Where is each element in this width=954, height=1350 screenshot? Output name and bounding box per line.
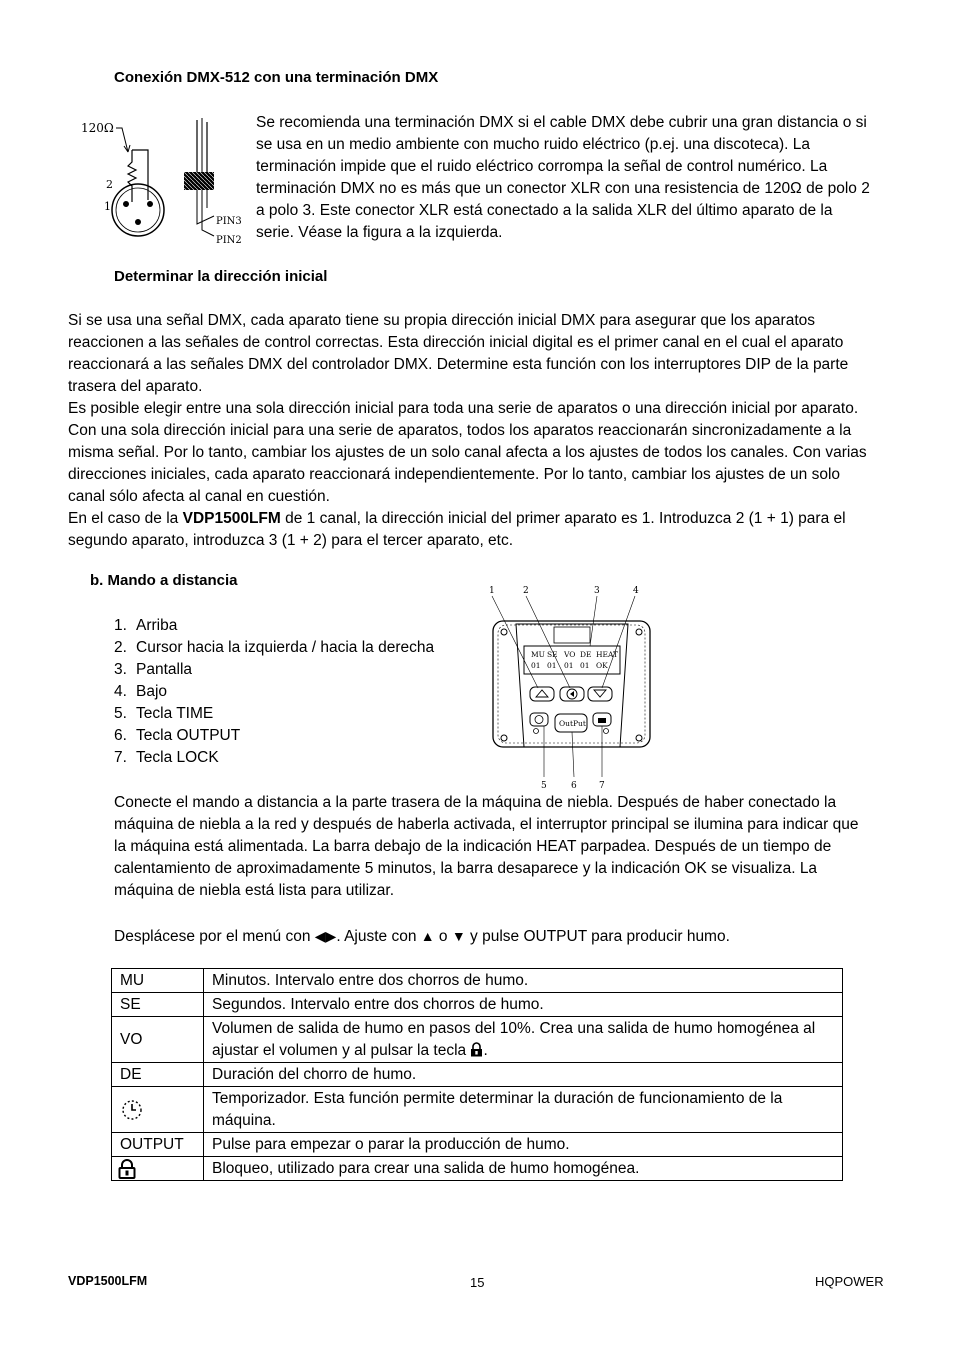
table-key: OUTPUT — [112, 1133, 204, 1157]
list-item-number: 7. — [114, 749, 127, 766]
lcd-de: DE — [580, 650, 592, 659]
text-line: máquina de niebla a la red y después de haberla activada, el interruptor principal se ilumina para indicar que — [114, 816, 859, 833]
text-line: Con una sola dirección inicial para una serie de aparatos, todos los aparatos reaccionarán sincronizadamente a la — [68, 422, 852, 439]
heading-start-address: Determinar la dirección inicial — [114, 268, 328, 285]
text-run: y pulse OUTPUT para producir humo. — [465, 928, 730, 945]
text-line: reaccionará a las señales DMX del controlador DMX. Determine esta función con los interruptores DIP de la parte — [68, 356, 849, 373]
down-button[interactable] — [588, 687, 612, 701]
table-row — [112, 1087, 843, 1133]
text-line: direcciones iniciales, cada aparato reaccionará independientemente. Por lo tanto, cambiar los ajustes de un solo — [68, 466, 841, 483]
text-run: . — [483, 1042, 488, 1059]
fig-pin3-label: PIN3 — [216, 216, 242, 227]
text-line: Si se usa una señal DMX, cada aparato tiene su propia dirección inicial DMX para asegurar que los aparatos — [68, 312, 816, 329]
up-arrow-icon — [536, 690, 548, 697]
down-arrow-icon — [594, 690, 606, 697]
list-item-label: Arriba — [136, 617, 178, 634]
text-line: Es posible elegir entre una sola dirección inicial para toda una serie de aparatos o una dirección inicial por aparato. — [68, 400, 859, 417]
text-line: Temporizador. Esta función permite determinar la duración de funcionamiento de la — [212, 1090, 783, 1107]
text-line: canal sólo afecta al canal en cuestión. — [68, 488, 330, 505]
table-key: DE — [112, 1063, 204, 1087]
callout-2: 2 — [523, 586, 529, 596]
table-row — [112, 1157, 843, 1181]
table-key — [112, 1087, 204, 1133]
list-item — [114, 681, 434, 703]
dmx-termination-text — [256, 112, 896, 244]
table-desc — [204, 1017, 843, 1063]
table-desc: Pulse para empezar o parar la producción de humo. — [204, 1133, 843, 1157]
table-desc: Duración del chorro de humo. — [204, 1063, 843, 1087]
text-run: . Ajuste con — [336, 928, 421, 945]
list-item — [114, 703, 434, 725]
table-desc — [204, 1087, 843, 1133]
callout-3: 3 — [594, 586, 600, 596]
start-address-text — [68, 310, 908, 552]
table-key: SE — [112, 993, 204, 1017]
text-line: la máquina está alimentada. La barra debajo de la indicación HEAT parpadea. Después de un tiempo de — [114, 838, 832, 855]
lcd-se: SE — [547, 650, 558, 659]
text-line: a polo 3. Este conector XLR está conectado a la salida XLR del último aparato de la — [256, 202, 833, 219]
callout-5: 5 — [541, 781, 547, 791]
lcd-mu: MU — [531, 650, 546, 659]
text-run: Desplácese por el menú con — [114, 928, 315, 945]
list-item-label: Tecla OUTPUT — [136, 727, 241, 744]
text-run: de 1 canal, la dirección inicial del primer aparato es 1. Introduzca 2 (1 + 1) para el — [280, 510, 846, 527]
table-row — [112, 1063, 843, 1087]
text-line — [68, 508, 908, 530]
list-item — [114, 659, 434, 681]
table-key — [112, 1157, 204, 1181]
menu-navigation-text — [114, 925, 730, 948]
text-run: ajustar el volumen y al pulsar la tecla — [212, 1042, 471, 1059]
text-line: Volumen de salida de humo en pasos del 10%. Crea una salida de humo homogénea al — [212, 1020, 816, 1037]
fig-pin2-label: PIN2 — [216, 235, 242, 246]
lcd-val: 01 — [564, 661, 574, 670]
text-line: reaccionen a las señales de control correctas. Esta dirección inicial digital es el primer canal en el cual el aparato — [68, 334, 844, 351]
fig-pole-1: 1 — [104, 200, 111, 213]
left-right-arrows-icon: ◀▶ — [314, 928, 337, 944]
table-row — [112, 969, 843, 993]
remote-keys-list — [114, 615, 434, 769]
list-item-label: Pantalla — [136, 661, 193, 678]
text-line: trasera del aparato. — [68, 378, 203, 395]
lcd-vo: VO — [564, 650, 576, 659]
list-item-number: 4. — [114, 683, 127, 700]
remote-control-figure — [484, 580, 660, 795]
remote-description-text — [114, 792, 904, 902]
xlr-termination-figure — [76, 112, 248, 248]
list-item-label: Bajo — [136, 683, 168, 700]
list-item — [114, 725, 434, 747]
lcd-val: 01 — [547, 661, 557, 670]
model-name-bold: VDP1500LFM — [182, 510, 281, 527]
footer-page-number: 15 — [470, 1275, 485, 1290]
up-button[interactable] — [530, 687, 554, 701]
down-arrow-icon: ▼ — [451, 928, 466, 944]
list-item-label: Tecla LOCK — [136, 749, 219, 766]
up-arrow-icon: ▲ — [420, 928, 435, 944]
table-key: MU — [112, 969, 204, 993]
list-item — [114, 637, 434, 659]
output-label: OutPut — [559, 719, 586, 728]
table-desc: Segundos. Intervalo entre dos chorros de humo. — [204, 993, 843, 1017]
lcd-heat: HEAT — [596, 650, 619, 659]
table-desc: Bloqueo, utilizado para crear una salida de humo homogénea. — [204, 1157, 843, 1181]
text-line: máquina de niebla está lista para utilizar. — [114, 882, 395, 899]
list-item-label: Cursor hacia la izquierda / hacia la derecha — [136, 639, 435, 656]
text-line: serie. Véase la figura a la izquierda. — [256, 224, 503, 241]
callout-4: 4 — [633, 586, 639, 596]
lcd-ok: OK — [596, 661, 608, 670]
table-desc: Minutos. Intervalo entre dos chorros de humo. — [204, 969, 843, 993]
fig-ohm-label: 120Ω — [81, 121, 114, 135]
list-item-label: Tecla TIME — [136, 705, 214, 722]
table-row — [112, 1133, 843, 1157]
text-line: terminación impide que el ruido eléctrico corrompa la señal de control numérico. La — [256, 158, 828, 175]
text-line: máquina. — [212, 1112, 276, 1129]
left-right-arrow-icon — [570, 691, 574, 697]
time-button[interactable] — [530, 713, 548, 726]
text-line: calentamiento de aproximadamente 5 minutos, la barra desaparece y la indicación OK se visualiza. La — [114, 860, 818, 877]
text-line: se usa en un medio ambiente con mucho ruido eléctrico (p.ej. una discoteca). La — [256, 136, 811, 153]
list-item — [114, 747, 434, 769]
list-item-number: 5. — [114, 705, 127, 722]
footer-brand: HQPOWER — [815, 1274, 884, 1289]
list-item-number: 1. — [114, 617, 127, 634]
text-run: o — [434, 928, 452, 945]
list-item-number: 2. — [114, 639, 127, 656]
text-line — [212, 1040, 835, 1062]
text-line: Se recomienda una terminación DMX si el cable DMX debe cubrir una gran distancia o si — [256, 114, 867, 131]
callout-7: 7 — [599, 781, 605, 791]
lock-icon — [470, 1042, 483, 1057]
heading-remote-control: b. Mando a distancia — [90, 572, 238, 589]
lock-icon — [598, 718, 606, 723]
fig-pole-2: 2 — [106, 178, 113, 191]
table-row — [112, 1017, 843, 1063]
table-key: VO — [112, 1017, 204, 1063]
text-line: terminación DMX no es más que un conector XLR con una resistencia de 120Ω de polo 2 — [256, 180, 870, 197]
text-line: segundo aparato, introduzca 3 (1 + 2) para el tercer aparato, etc. — [68, 532, 514, 549]
list-item-number: 3. — [114, 661, 127, 678]
text-line: misma señal. Por lo tanto, cambiar los ajustes de un solo canal afecta a los ajustes de todos los canales. Con varias — [68, 444, 867, 461]
footer-model: VDP1500LFM — [68, 1274, 148, 1288]
callout-1: 1 — [489, 586, 495, 596]
heading-dmx-termination: Conexión DMX-512 con una terminación DMX — [114, 69, 439, 86]
lcd-val: 01 — [531, 661, 541, 670]
text-line: Conecte el mando a distancia a la parte trasera de la máquina de niebla. Después de haber conectado la — [114, 794, 837, 811]
lock-icon — [118, 1159, 136, 1179]
lcd-val: 01 — [580, 661, 590, 670]
callout-6: 6 — [571, 781, 577, 791]
list-item-number: 6. — [114, 727, 127, 744]
table-row — [112, 993, 843, 1017]
list-item — [114, 615, 434, 637]
text-run: En el caso de la — [68, 510, 183, 527]
menu-reference-table — [111, 968, 843, 1181]
timer-icon — [120, 1098, 144, 1122]
clock-icon — [535, 716, 543, 724]
